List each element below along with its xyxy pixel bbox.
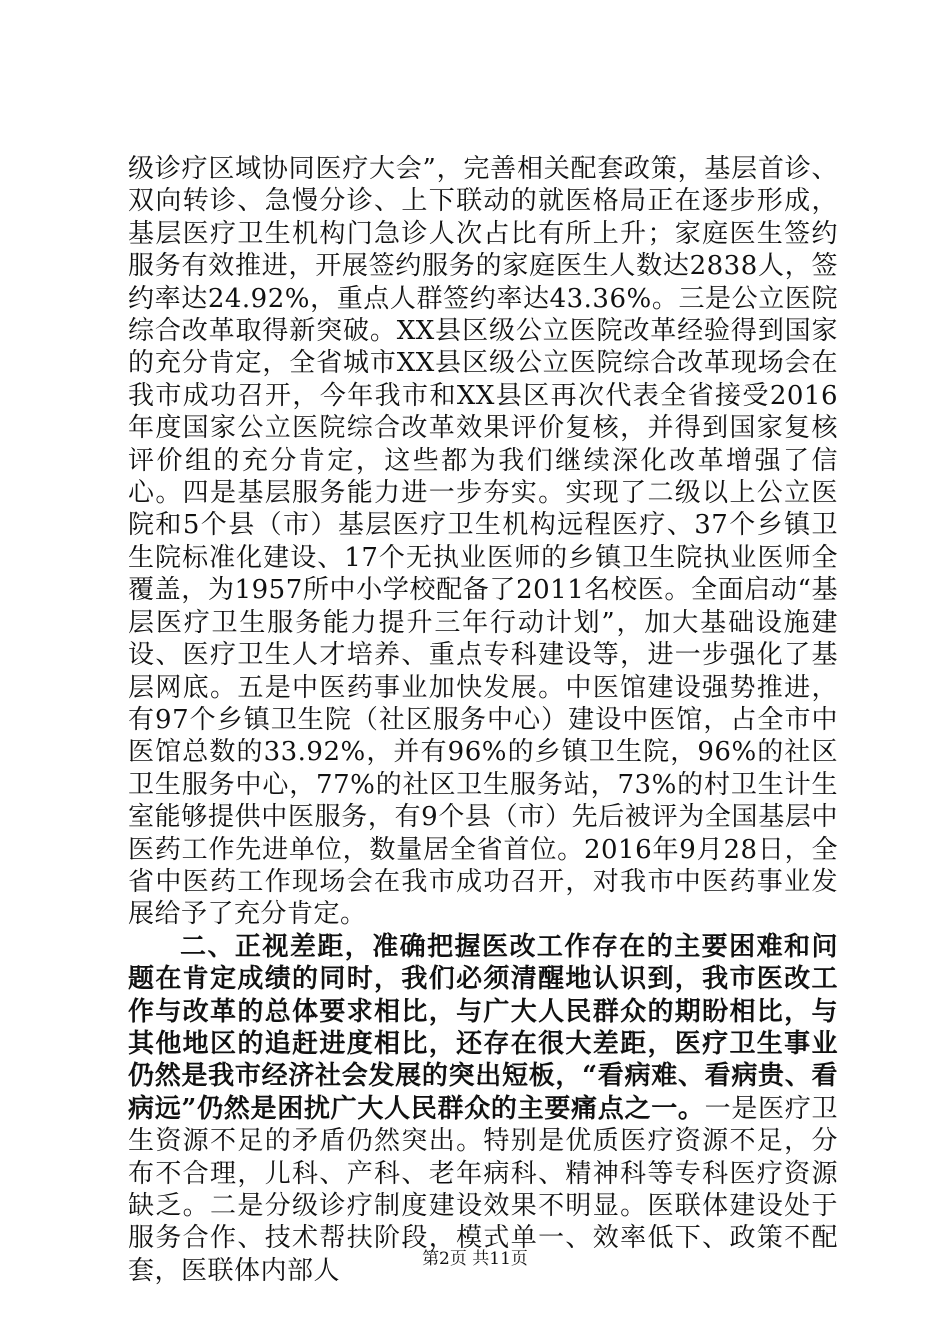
page-number-footer: 第2页 共11页 — [422, 1249, 528, 1269]
body-paragraph-2 — [128, 931, 838, 1287]
document-body — [128, 153, 838, 1287]
body-paragraph-1: 级诊疗区域协同医疗大会”，完善相关配套政策，基层首诊、双向转诊、急慢分诊、上下联动的就医格局正在逐步形成，基层医疗卫生机构门急诊人次占比有所上升；家庭医生签约服务有效推进，开展签约服务的家庭医生人数达2838人，签约率达24.92%，重点人群签约率达43.36%。三是公立医院综合改革取得新突破。XX县区级公立医院改革经验得到国家的充分肯定，全省城市XX县区级公立医院综合改革现场会在我市成功召开，今年我市和XX县区再次代表全省接受2016年度国家公立医院综合改革效果评价复核，并得到国家复核评价组的充分肯定，这些都为我们继续深化改革增强了信心。四是基层服务能力进一步夯实。实现了二级以上公立医院和5个县（市）基层医疗卫生机构远程医疗、37个乡镇卫生院标准化建设、17个无执业医师的乡镇卫生院执业医师全覆盖，为1957所中小学校配备了2011名校医。全面启动“基层医疗卫生服务能力提升三年行动计划”，加大基础设施建设、医疗卫生人才培养、重点专科建设等，进一步强化了基层网底。五是中医药事业加快发展。中医馆建设强势推进，有97个乡镇卫生院（社区服务中心）建设中医馆，占全市中医馆总数的33.92%，并有96%的乡镇卫生院，96%的社区卫生服务中心，77%的社区卫生服务站，73%的村卫生计生室能够提供中医服务，有9个县（市）先后被评为全国基层中医药工作先进单位，数量居全省首位。2016年9月28日，全省中医药工作现场会在我市成功召开，对我市中医药事业发展给予了充分肯定。 — [128, 154, 838, 930]
section-heading: 二、正视差距，准确把握医改工作存在的主要困难和问题在肯定成绩的同时，我们必须清醒地认识到，我市医改工作与改革的总体要求相比，与广大人民群众的期盼相比，与其他地区的追赶进度相比，还存在很大差距，医疗卫生事业仍然是我市经济社会发展的突出短板，“看病难、看病贵、看病远”仍然是困扰广大人民群众的主要痛点之一。 — [128, 931, 838, 1124]
body-paragraph-2-text: 一是医疗卫生资源不足的矛盾仍然突出。特别是优质医疗资源不足，分布不合理，儿科、产科、老年病科、精神科等专科医疗资源缺乏。二是分级诊疗制度建设效果不明显。医联体建设处于服务合作、技术帮扶阶段，模式单一、效率低下、政策不配套，医联体内部人 — [128, 1093, 838, 1286]
